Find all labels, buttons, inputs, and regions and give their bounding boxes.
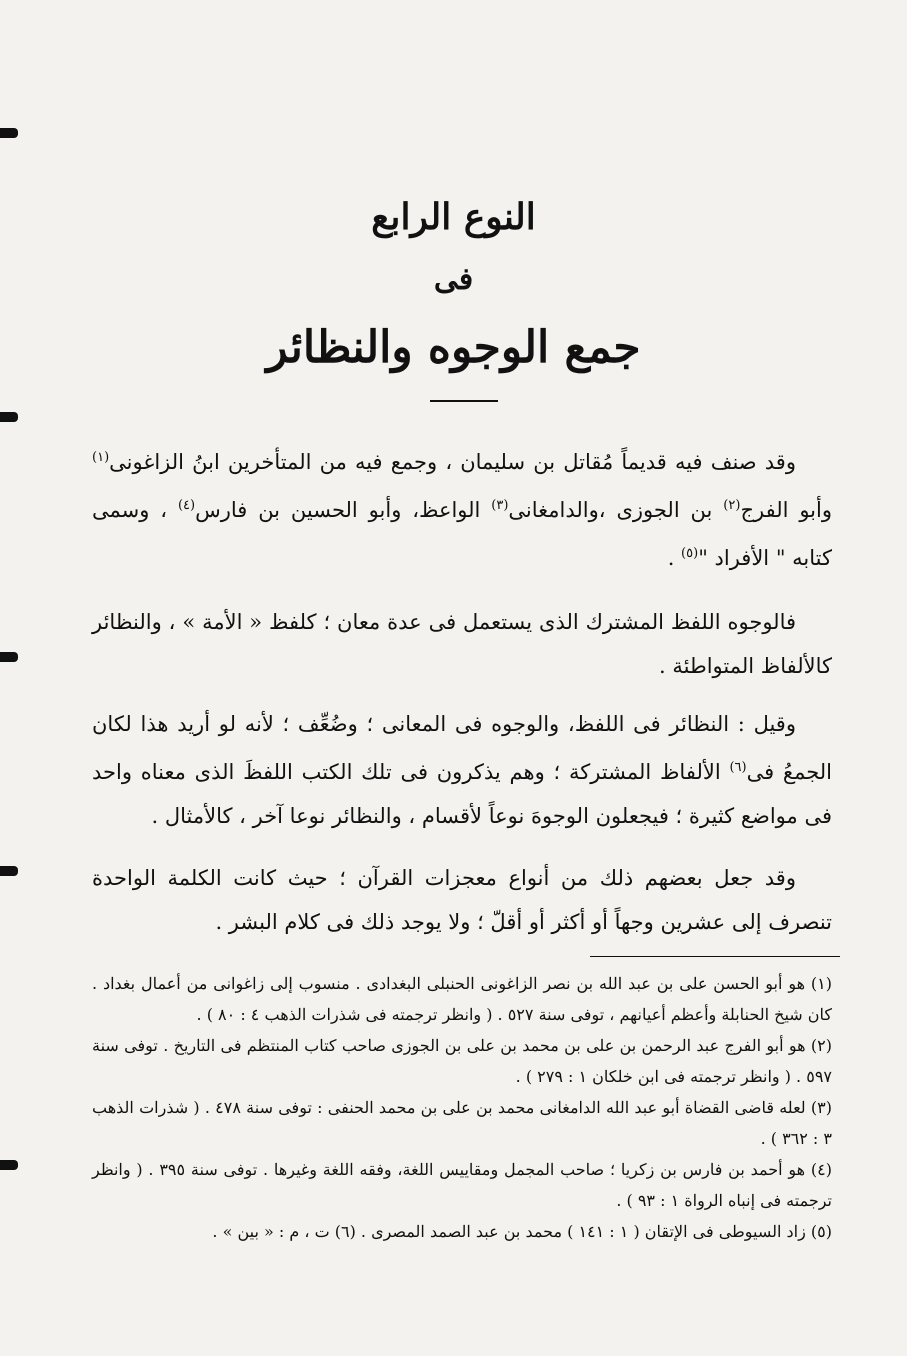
margin-mark: [0, 128, 18, 138]
footnote-ref[interactable]: (٢): [723, 498, 741, 513]
footnote-2: (٢) هو أبو الفرج عبد الرحمن بن على بن محمد بن على بن الجوزى صاحب كتاب المنتظم فى التاريخ . توفى سنة ٥٩٧ . ( وانظر ترجمته فى ابن خلكان ١ : ٢٧٩ ) .: [92, 1036, 832, 1086]
paragraph-text: وقيل : النظائر فى اللفظ، والوجوه فى المعانى ؛ وضُعِّف ؛ لأنه لو أريد هذا لكان الجمعُ فى: [92, 712, 832, 784]
footnote-1: (١) هو أبو الحسن على بن عبد الله بن نصر الزاغونى الحنبلى البغدادى . منسوب إلى زاغوانى من أعمال بغداد . كان شيخ الحنابلة وأعظم أعيانهم ، توفى سنة ٥٢٧ . ( وانظر ترجمته فى شذرات الذهب ٤ : ٨٠ ) .: [92, 974, 832, 1024]
chapter-title: النوع الرابع: [371, 196, 536, 238]
chapter-preposition: فى: [433, 262, 474, 297]
paragraph-text: الواعظ، وأبو الحسين بن فارس: [195, 498, 492, 522]
paragraph-3: [92, 702, 832, 838]
paragraph-text: ، وسمى كتابه " الأفراد ": [92, 498, 832, 570]
margin-mark: [0, 1160, 18, 1170]
footnote-ref[interactable]: (٤): [177, 498, 196, 513]
paragraph-text: وقد جعل بعضهم ذلك من أنواع معجزات القرآن ؛ حيث كانت الكلمة الواحدة تنصرف إلى عشرين وجهاً أو أكثر أو أقلّ ؛ ولا يوجد ذلك فى كلام البشر .: [92, 866, 832, 934]
paragraph-text: الألفاظ المشتركة ؛ وهم يذكرون فى تلك الكتب اللفظَ الذى معناه واحد فى مواضع كثيرة ؛ فيجعلون الوجوهَ نوعاً لأقسام ، والنظائر نوعا آخر ، كالأمثال .: [92, 760, 832, 828]
title-divider: [430, 400, 498, 402]
paragraph-text: بن الجوزى ،والدامغانى: [508, 498, 724, 522]
footnote-divider: [590, 956, 840, 957]
paragraph-text: وأبو الفرج: [740, 498, 832, 522]
paragraph-text: فالوجوه اللفظ المشترك الذى يستعمل فى عدة معان ؛ كلفظ « الأمة » ، والنظائر كالألفاظ المتواطئة .: [92, 610, 832, 678]
footnote-3: (٣) لعله قاضى القضاة أبو عبد الله الدامغانى محمد بن على بن محمد الحنفى : توفى سنة ٤٧٨ . ( شذرات الذهب ٣ : ٣٦٢ ) .: [92, 1098, 833, 1148]
paragraph-text: .: [667, 546, 682, 570]
footnote-ref[interactable]: (٦): [729, 760, 747, 775]
footnote-ref[interactable]: (٣): [491, 498, 509, 513]
margin-mark: [0, 866, 18, 876]
footnote-5: (٥) زاد السيوطى فى الإتقان ( ١ : ١٤١ ) محمد بن عبد الصمد المصرى . (٦) ت ، م : « بين » .: [212, 1222, 832, 1241]
chapter-subtitle: جمع الوجوه والنظائر: [266, 322, 641, 373]
footnote-ref[interactable]: (١): [92, 450, 110, 465]
footnote-ref[interactable]: (٥): [681, 546, 699, 561]
margin-mark: [0, 412, 18, 422]
paragraph-text: وقد صنف فيه قديماً مُقاتل بن سليمان ، وجمع فيه من المتأخرين ابنُ الزاغونى: [109, 450, 796, 474]
paragraph-2: [92, 600, 832, 688]
paragraph-1: [92, 436, 832, 580]
footnote-4: (٤) هو أحمد بن فارس بن زكريا ؛ صاحب المجمل ومقاييس اللغة، وفقه اللغة وغيرها . توفى سنة ٣٩٥ . ( وانظر ترجمته فى إنباه الرواة ١ : ٩٣ ) .: [92, 1160, 832, 1210]
footnotes: [92, 968, 832, 1247]
paragraph-4: [92, 856, 832, 944]
margin-mark: [0, 652, 18, 662]
